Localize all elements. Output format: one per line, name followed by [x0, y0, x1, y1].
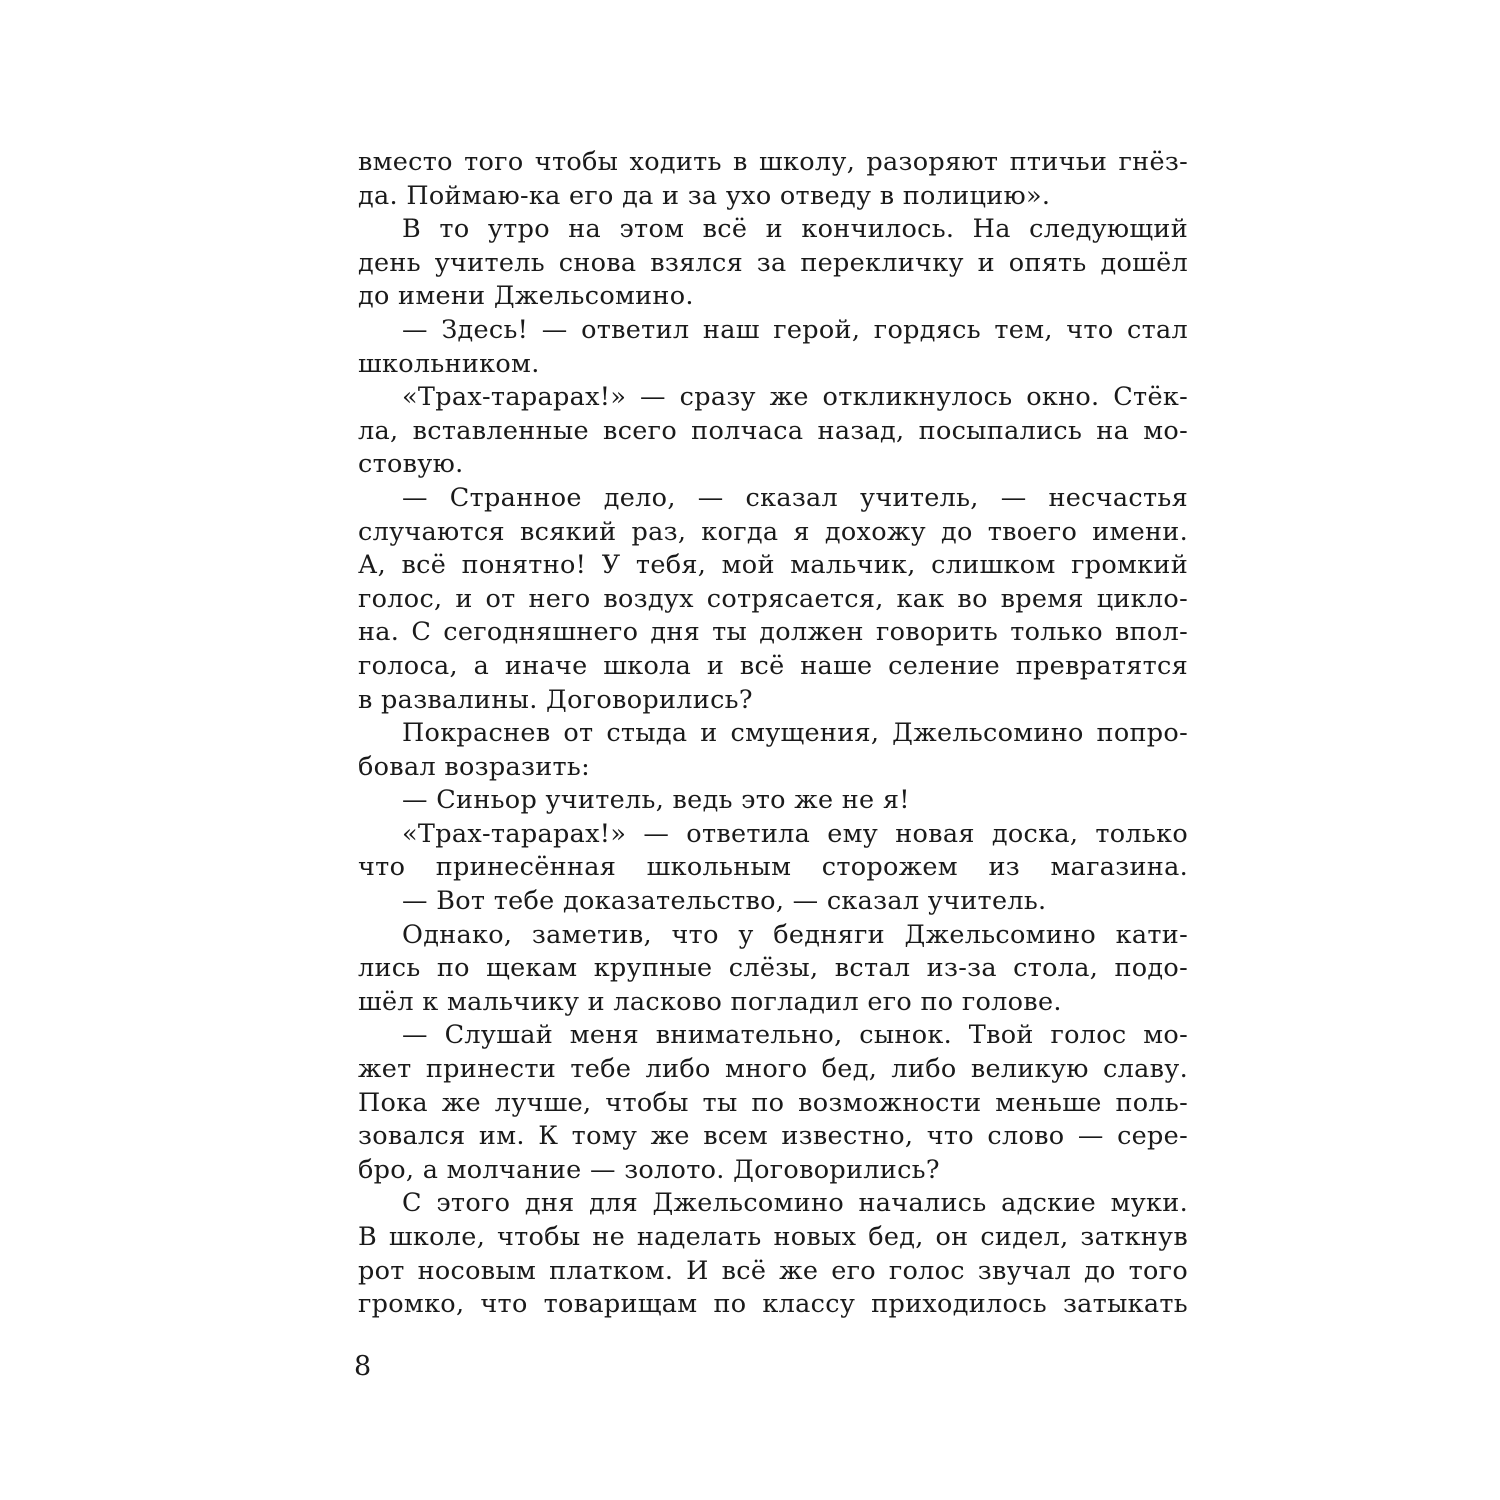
- text-line: до имени Джельсомино.: [358, 281, 694, 312]
- text-line: В школе, чтобы не наделать новых бед, он сидел, заткнув: [358, 1222, 1188, 1252]
- text-line: С этого дня для Джельсомино начались адские муки.: [402, 1188, 1188, 1219]
- text-line: «Трах-тарарах!» — сразу же откликнулось окно. Стёк-: [402, 382, 1188, 413]
- text-line: в развалины. Договорились?: [358, 684, 753, 715]
- text-line: на. С сегодняшнего дня ты должен говорить только впол-: [358, 617, 1188, 648]
- text-line: день учитель снова взялся за перекличку и опять дошёл: [358, 247, 1188, 278]
- text-line: школьником.: [358, 348, 540, 379]
- text-line: А, всё понятно! У тебя, мой мальчик, слишком громкий: [358, 550, 1188, 581]
- body-text: [358, 146, 1188, 1322]
- text-line: Пока же лучше, чтобы ты по возможности меньше поль-: [358, 1087, 1188, 1118]
- text-line: да. Поймаю-ка его да и за ухо отведу в полицию».: [358, 180, 1051, 211]
- text-line: что принесённая школьным сторожем из магазина.: [358, 852, 1188, 883]
- text-line: бро, а молчание — золото. Договорились?: [358, 1154, 940, 1185]
- text-line: — Синьор учитель, ведь это же не я!: [402, 785, 910, 816]
- text-line: шёл к мальчику и ласково погладил его по голове.: [358, 986, 1062, 1017]
- text-line: «Трах-тарарах!» — ответила ему новая доска, только: [402, 818, 1188, 849]
- text-line: — Слушай меня внимательно, сынок. Твой голос мо-: [402, 1020, 1188, 1051]
- text-line: жет принести тебе либо много бед, либо великую славу.: [358, 1054, 1188, 1085]
- text-line: стовую.: [358, 449, 464, 480]
- text-line: рот носовым платком. И всё же его голос звучал до того: [358, 1255, 1188, 1286]
- text-line: зовался им. К тому же всем известно, что слово — сере-: [358, 1121, 1188, 1152]
- text-line: голос, и от него воздух сотрясается, как во время цикло-: [358, 583, 1188, 614]
- text-line: В то утро на этом всё и кончилось. На следующий: [402, 214, 1188, 245]
- text-line: — Здесь! — ответил наш герой, гордясь тем, что стал: [402, 314, 1188, 345]
- text-line: — Странное дело, — сказал учитель, — несчастья: [402, 482, 1188, 513]
- text-line: ла, вставленные всего полчаса назад, посыпались на мо-: [358, 415, 1188, 446]
- text-line: Покраснев от стыда и смущения, Джельсомино попро-: [402, 718, 1188, 749]
- text-line: лись по щекам крупные слёзы, встал из-за стола, подо-: [358, 953, 1188, 984]
- text-line: случаются всякий раз, когда я дохожу до твоего имени.: [358, 516, 1188, 547]
- text-line: бовал возразить:: [358, 751, 590, 782]
- page-number: 8: [354, 1351, 372, 1382]
- text-line: громко, что товарищам по классу приходилось затыкать: [358, 1289, 1188, 1320]
- text-line: вместо того чтобы ходить в школу, разоряют птичьи гнёз-: [358, 147, 1188, 177]
- text-line: Однако, заметив, что у бедняги Джельсомино кати-: [402, 919, 1188, 950]
- text-line: — Вот тебе доказательство, — сказал учитель.: [402, 886, 1047, 917]
- text-line: голоса, а иначе школа и всё наше селение превратятся: [358, 650, 1188, 681]
